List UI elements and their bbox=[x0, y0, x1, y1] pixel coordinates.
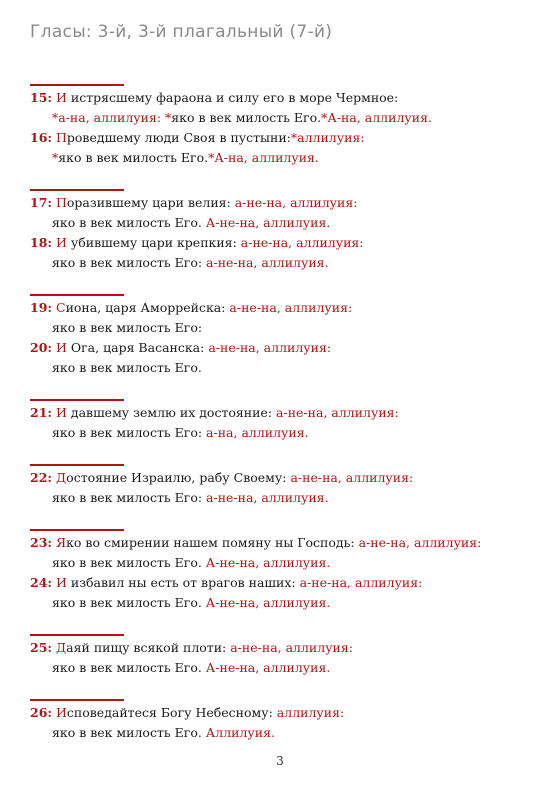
initial-capital: А bbox=[205, 725, 216, 740]
refrain-text: а-не-на, аллилуия: bbox=[229, 300, 353, 315]
verse-number: 20: bbox=[30, 340, 53, 355]
verse-text: избавил ны есть от врагов наших: bbox=[66, 575, 300, 590]
verse-line bbox=[30, 338, 540, 358]
verses-container bbox=[30, 76, 540, 756]
verse-number: 19: bbox=[30, 300, 53, 315]
initial-capital: А bbox=[327, 110, 337, 125]
refrain-text: -не-на, аллилуия. bbox=[215, 555, 331, 570]
refrain-text: а-не-на, аллилуия: bbox=[290, 470, 414, 485]
verse-line bbox=[30, 573, 540, 593]
asterisk-mark: * bbox=[52, 150, 59, 165]
verse-line bbox=[30, 658, 540, 678]
initial-capital: И bbox=[56, 235, 67, 250]
verse-text: ко во смирении нашем помяну ны Господь: bbox=[66, 535, 359, 550]
refrain-text: ллилуия. bbox=[215, 725, 275, 740]
verse-group bbox=[30, 626, 540, 678]
refrain-text: а-не-на, аллилуия: bbox=[299, 575, 423, 590]
initial-capital: Я bbox=[56, 535, 67, 550]
verse-line bbox=[30, 233, 540, 253]
verse-line bbox=[30, 593, 540, 613]
verse-number: 18: bbox=[30, 235, 53, 250]
initial-capital: А bbox=[205, 595, 216, 610]
asterisk-mark: * bbox=[52, 110, 59, 125]
verse-line bbox=[30, 468, 540, 488]
verse-text: яко в век милость Его. bbox=[58, 150, 209, 165]
verse-number: 25: bbox=[30, 640, 53, 655]
initial-capital: А bbox=[205, 555, 216, 570]
verse-line bbox=[30, 298, 540, 318]
verse-number: 24: bbox=[30, 575, 53, 590]
section-divider bbox=[30, 294, 124, 296]
verse-line bbox=[30, 723, 540, 743]
verse-text: яко в век милость Его: bbox=[52, 425, 207, 440]
initial-capital: С bbox=[56, 300, 66, 315]
initial-capital: Д bbox=[56, 470, 67, 485]
asterisk-mark: * bbox=[290, 130, 298, 145]
verse-line bbox=[30, 213, 540, 233]
page-number: 3 bbox=[276, 754, 284, 768]
verse-group bbox=[30, 391, 540, 443]
verse-number: 22: bbox=[30, 470, 53, 485]
refrain-text: а-не-на, аллилуия: bbox=[230, 640, 353, 655]
refrain-text: а-не-на, аллилуия: bbox=[234, 195, 358, 210]
verse-text: яко в век милость Его. bbox=[52, 660, 206, 675]
verse-line bbox=[30, 703, 540, 723]
refrain-text: а-на, аллилуия. bbox=[206, 425, 309, 440]
initial-capital: П bbox=[56, 195, 67, 210]
initial-capital: И bbox=[56, 90, 67, 105]
refrain-text: а-на, аллилуия: bbox=[58, 110, 162, 125]
verse-text: яко в век милость Его. bbox=[52, 595, 206, 610]
verse-text: яко в век милость Его. bbox=[52, 360, 202, 375]
refrain-text: а-не-на, аллилуия: bbox=[358, 535, 482, 550]
verse-line bbox=[30, 193, 540, 213]
refrain-text: аллилуия: bbox=[276, 705, 345, 720]
verse-text: давшему землю их достояние: bbox=[66, 405, 277, 420]
verse-number: 23: bbox=[30, 535, 53, 550]
refrain-text: -не-на, аллилуия. bbox=[215, 595, 331, 610]
verse-number: 16: bbox=[30, 130, 53, 145]
verse-line bbox=[30, 318, 540, 338]
initial-capital: И bbox=[56, 705, 67, 720]
verse-line bbox=[30, 423, 540, 443]
initial-capital: А bbox=[205, 215, 216, 230]
verse-text: иона, царя Аморрейска: bbox=[65, 300, 230, 315]
section-divider bbox=[30, 699, 124, 701]
verse-text: яко в век милость Его: bbox=[52, 255, 207, 270]
verse-line bbox=[30, 638, 540, 658]
verse-line bbox=[30, 553, 540, 573]
verse-number: 15: bbox=[30, 90, 53, 105]
refrain-text: -на, аллилуия. bbox=[336, 110, 432, 125]
initial-capital: И bbox=[56, 340, 67, 355]
initial-capital: Д bbox=[56, 640, 67, 655]
section-divider bbox=[30, 399, 124, 401]
verse-group bbox=[30, 521, 540, 613]
verse-text: яко в век милость Его. bbox=[171, 110, 322, 125]
verse-text: яко в век милость Его. bbox=[52, 215, 206, 230]
verse-line bbox=[30, 128, 540, 148]
refrain-text: а-не-на, аллилуия. bbox=[206, 490, 329, 505]
refrain-text: -не-на, аллилуия. bbox=[215, 215, 331, 230]
section-divider bbox=[30, 189, 124, 191]
section-divider bbox=[30, 529, 124, 531]
verse-number: 17: bbox=[30, 195, 53, 210]
refrain-text: -на, аллилуия. bbox=[223, 150, 319, 165]
verse-group bbox=[30, 181, 540, 273]
initial-capital: А bbox=[205, 660, 216, 675]
refrain-text: аллилуия: bbox=[297, 130, 365, 145]
refrain-text: а-не-на, аллилуия: bbox=[240, 235, 364, 250]
verse-text: яко в век милость Его: bbox=[52, 320, 203, 335]
refrain-text: а-не-на, аллилуия. bbox=[206, 255, 329, 270]
verse-line bbox=[30, 253, 540, 273]
page-title: Гласы: 3-й, 3-й плагальный (7-й) bbox=[30, 22, 333, 42]
asterisk-mark: * bbox=[165, 110, 172, 125]
verse-group bbox=[30, 691, 540, 743]
verse-line bbox=[30, 88, 540, 108]
verse-line bbox=[30, 108, 540, 128]
verse-text: убившему цари крепкия: bbox=[66, 235, 241, 250]
verse-number: 26: bbox=[30, 705, 53, 720]
verse-text: оразившему цари велия: bbox=[66, 195, 235, 210]
verse-text: остояние Израилю, рабу Своему: bbox=[66, 470, 291, 485]
verse-text: яко в век милость Его. bbox=[52, 555, 206, 570]
verse-text: яко в век милость Его. bbox=[52, 725, 206, 740]
section-divider bbox=[30, 634, 124, 636]
verse-line bbox=[30, 533, 540, 553]
verse-text: аяй пищу всякой плоти: bbox=[66, 640, 231, 655]
verse-line bbox=[30, 488, 540, 508]
verse-line bbox=[30, 148, 540, 168]
verse-text: Ога, царя Васанска: bbox=[66, 340, 209, 355]
refrain-text: а-не-на, аллилуия: bbox=[208, 340, 332, 355]
section-divider bbox=[30, 84, 124, 86]
refrain-text: -не-на, аллилуия. bbox=[215, 660, 331, 675]
verse-group bbox=[30, 286, 540, 378]
verse-line bbox=[30, 358, 540, 378]
verse-text: споведайтеся Богу Небесному: bbox=[66, 705, 277, 720]
verse-group bbox=[30, 76, 540, 168]
verse-line bbox=[30, 403, 540, 423]
initial-capital: П bbox=[56, 130, 67, 145]
initial-capital: А bbox=[214, 150, 224, 165]
verse-text: яко в век милость Его: bbox=[52, 490, 207, 505]
verse-group bbox=[30, 456, 540, 508]
verse-text: истрясшему фараона и силу его в море Чермное: bbox=[66, 90, 399, 105]
initial-capital: И bbox=[56, 575, 67, 590]
verse-number: 21: bbox=[30, 405, 53, 420]
asterisk-mark: * bbox=[208, 150, 215, 165]
refrain-text: а-не-на, аллилуия: bbox=[276, 405, 399, 420]
verse-text: роведшему люди Своя в пустыни: bbox=[66, 130, 291, 145]
initial-capital: И bbox=[56, 405, 67, 420]
section-divider bbox=[30, 464, 124, 466]
asterisk-mark: * bbox=[321, 110, 328, 125]
